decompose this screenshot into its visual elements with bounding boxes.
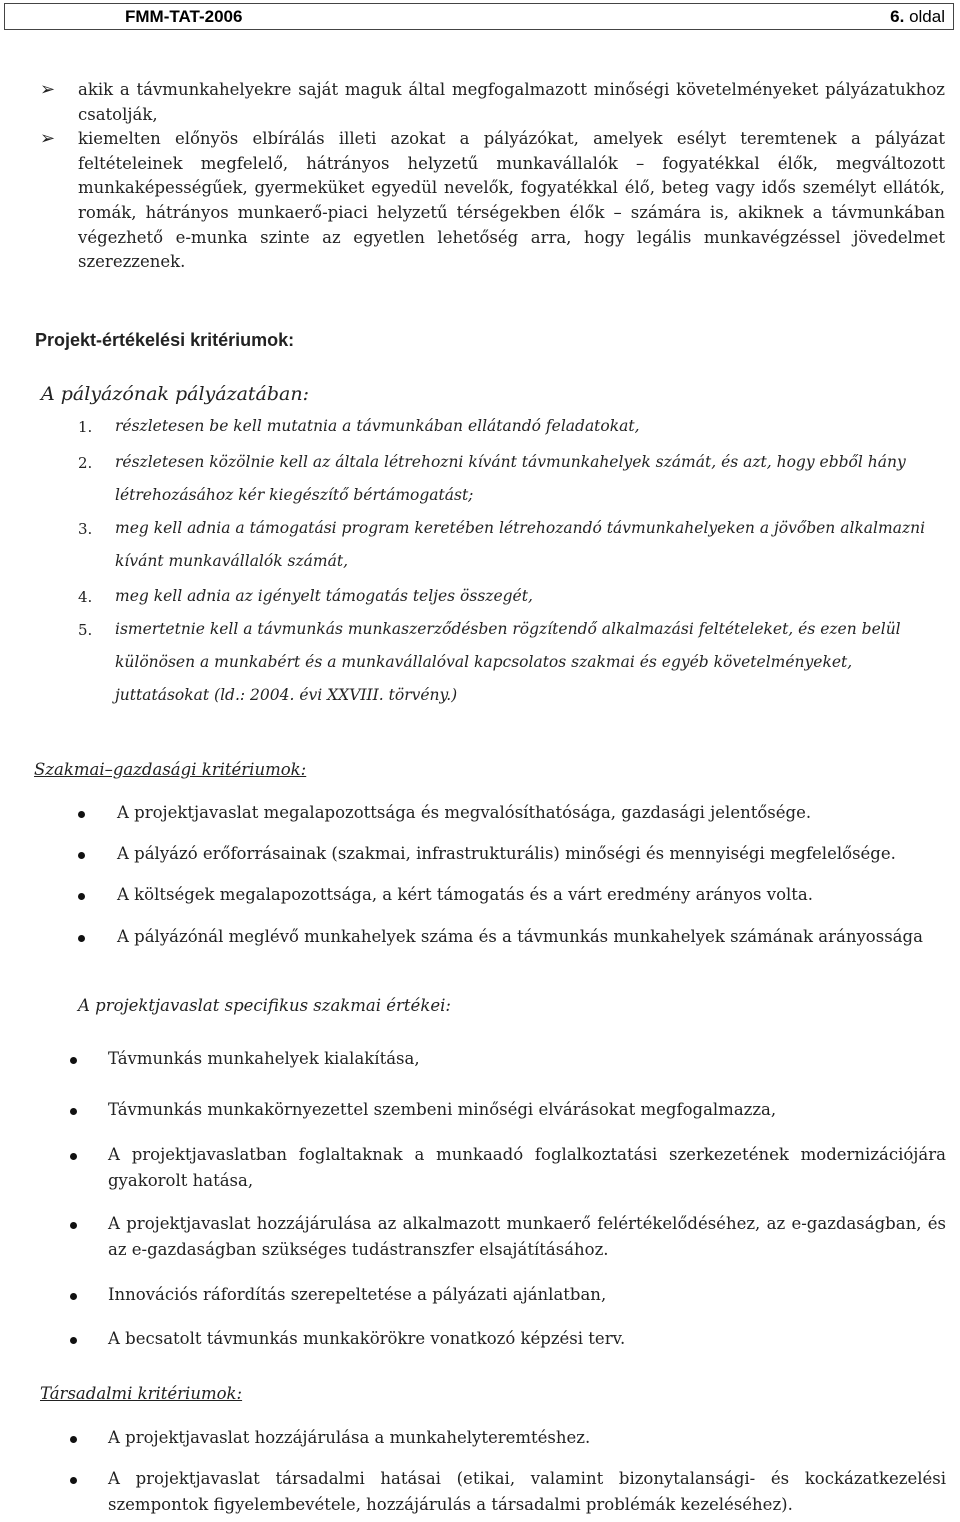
item-text: meg kell adnia a támogatási program keretében létrehozandó távmunkahelyeken a jövőben alkalmazni kívánt munkavállalók számát, xyxy=(115,519,926,570)
arrow-bullet-icon: ➢ xyxy=(40,79,56,100)
item-number: 3. xyxy=(78,520,93,538)
section-heading-tarsadalmi: Társadalmi kritériumok: xyxy=(40,1384,243,1403)
bullet-icon xyxy=(70,1108,77,1115)
list-item-text: A projektjavaslat megalapozottsága és megvalósíthatósága, gazdasági jelentősége. xyxy=(117,803,812,822)
bullet-icon xyxy=(70,1293,77,1300)
intro-list xyxy=(40,78,945,275)
section-heading-projekt: Projekt-értékelési kritériumok: xyxy=(35,330,295,350)
list-item-text: kiemelten előnyös elbírálás illeti azokat a pályázókat, amelyek esélyt teremtenek a pályázat feltételeinek megfelelő, hátrányos helyzetű munkavállalók – fogyatékkal élők, megváltozott munkaképességűek, gyermeküket egyedül nevelők, fogyatékkal élő, beteg vagy idős személyt ellátók, romák, hátrányos munkaerő-piaci helyzetű térségekben élők – számára is, akiknek a távmunkában végezhető e-munka szinte az egyetlen lehetőség arra, hogy legális munkavégzéssel jövedelmet szerezzenek. xyxy=(78,129,945,272)
list-item xyxy=(40,127,945,275)
list-item xyxy=(40,78,945,127)
page-header xyxy=(4,3,954,30)
bullet-icon xyxy=(78,935,85,942)
item-number: 1. xyxy=(78,418,93,436)
bullet-icon xyxy=(78,852,85,859)
list-item-text: Távmunkás munkakörnyezettel szembeni minőségi elvárásokat megfogalmazza, xyxy=(108,1100,777,1119)
arrow-bullet-icon: ➢ xyxy=(40,128,56,150)
list-item-text: akik a távmunkahelyekre saját maguk által megfogalmazott minőségi követelményeket pályázatukhoz csatolják, xyxy=(78,80,945,124)
page-number-label: oldal xyxy=(909,7,945,26)
bullet-icon xyxy=(70,1153,77,1160)
section-heading-szakmai: Szakmai–gazdasági kritériumok: xyxy=(34,760,307,779)
list-item-text: A költségek megalapozottsága, a kért támogatás és a várt eredmény arányos volta. xyxy=(117,885,814,904)
list-item-text: A becsatolt távmunkás munkakörökre vonatkozó képzési terv. xyxy=(108,1329,626,1348)
item-text: ismertetnie kell a távmunkás munkaszerződésben rögzítendő alkalmazási feltételeket, és ezen belül különösen a munkabért és a munkavállalóval kapcsolatos szakmai és egyéb követelményeket, juttatásokat (ld.: 2004. évi XXVIII. törvény.) xyxy=(115,620,901,704)
list-item-text: A projektjavaslat társadalmi hatásai (etikai, valamint bizonytalansági- és kockázatkezelési szempontok figyelembevétele, hozzájárulás a társadalmi problémák kezeléséhez). xyxy=(108,1469,946,1514)
list-item-text: A pályázó erőforrásainak (szakmai, infrastrukturális) minőségi és mennyiségi megfelelősége. xyxy=(117,844,896,863)
bullet-icon xyxy=(70,1057,77,1064)
list-item-text: A pályázónál meglévő munkahelyek száma és a távmunkás munkahelyek számának arányossága xyxy=(117,927,923,946)
page-number xyxy=(890,7,945,27)
item-number: 5. xyxy=(78,621,93,639)
bullet-icon xyxy=(70,1337,77,1344)
item-text: részletesen közölnie kell az általa létrehozni kívánt távmunkahelyek számát, és azt, hogy ebből hány létrehozásához kér kiegészítő bértámogatást; xyxy=(115,453,906,504)
bullet-icon xyxy=(78,893,85,900)
bullet-icon xyxy=(70,1436,77,1443)
bullet-icon xyxy=(70,1222,77,1229)
list-item-text: Innovációs ráfordítás szerepeltetése a pályázati ajánlatban, xyxy=(108,1285,607,1304)
subheading-palyazo: A pályázónak pályázatában: xyxy=(41,383,310,405)
list-item-text: A projektjavaslatban foglaltaknak a munkaadó foglalkoztatási szerkezetének modernizációjára gyakorolt hatása, xyxy=(108,1145,946,1190)
subheading-spec: A projektjavaslat specifikus szakmai értékei: xyxy=(78,996,451,1015)
list-item-text: A projektjavaslat hozzájárulása az alkalmazott munkaerő felértékelődéséhez, az e-gazdaságban, és az e-gazdaságban szükséges tudástranszfer elsajátításához. xyxy=(108,1214,946,1259)
list-item-text: Távmunkás munkahelyek kialakítása, xyxy=(108,1049,420,1068)
list-item-text: A projektjavaslat hozzájárulása a munkahelyteremtéshez. xyxy=(108,1428,591,1447)
page-number-value: 6. xyxy=(890,7,905,26)
bullet-icon xyxy=(78,811,85,818)
item-text: meg kell adnia az igényelt támogatás teljes összegét, xyxy=(115,587,533,605)
item-text: részletesen be kell mutatnia a távmunkában ellátandó feladatokat, xyxy=(115,417,640,435)
document-code: FMM-TAT-2006 xyxy=(125,7,243,26)
bullet-icon xyxy=(70,1477,77,1484)
item-number: 4. xyxy=(78,588,93,606)
item-number: 2. xyxy=(78,454,93,472)
